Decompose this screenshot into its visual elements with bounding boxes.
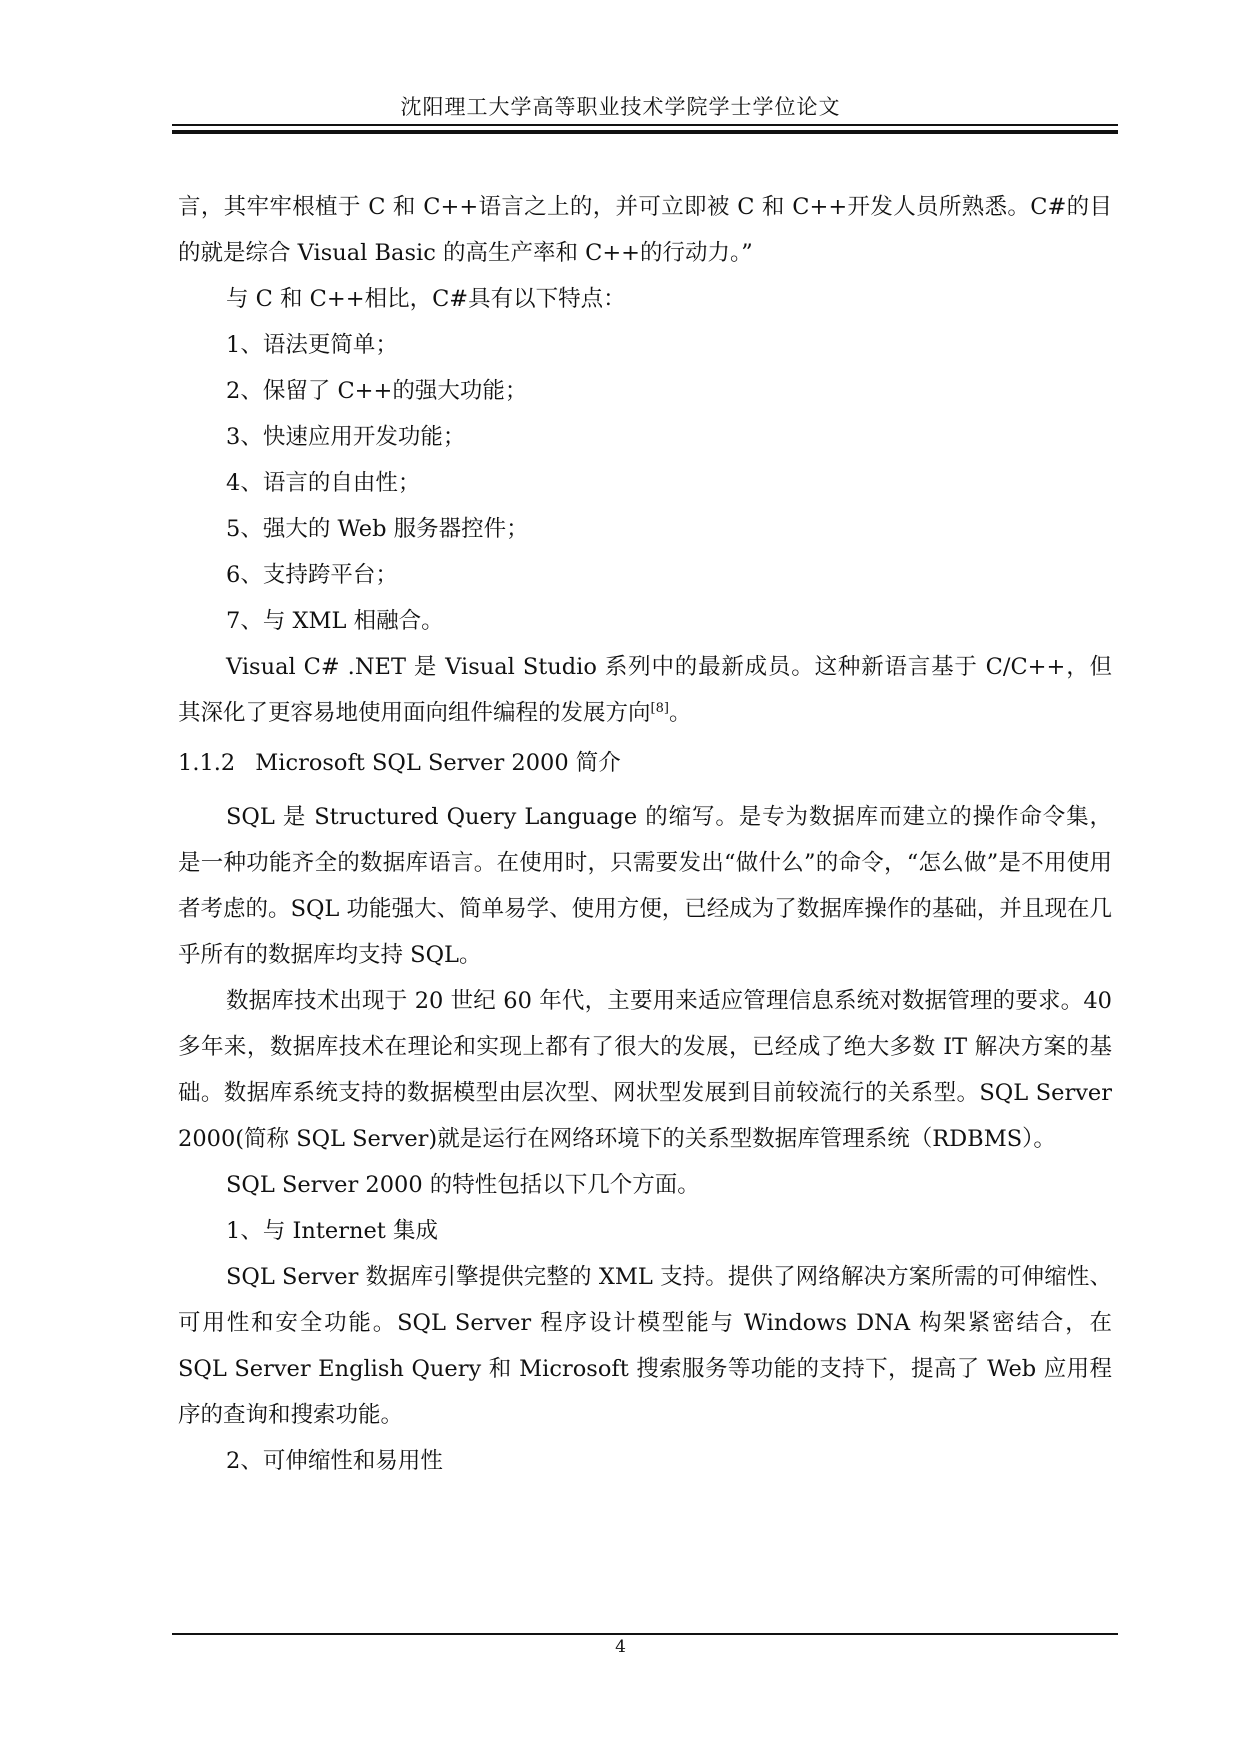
paragraph-database-history: 数据库技术出现于 20 世纪 60 年代，主要用来适应管理信息系统对数据管理的要求。40 多年来，数据库技术在理论和实现上都有了很大的发展，已经成了绝大多数 IT 解决方案的基础。数据库系统支持的数据模型由层次型、网状型发展到目前较流行的关系型。SQL Server 2000(简称 SQL Server)就是运行在网络环境下的关系型数据库管理系统（RDBMS）。 — [178, 988, 1112, 1152]
feature-heading-internet: 1、与 Internet 集成 — [226, 1218, 438, 1244]
header-rule-thick — [172, 130, 1118, 134]
section-title: Microsoft SQL Server 2000 简介 — [255, 750, 621, 776]
feature-item: 3、快速应用开发功能； — [226, 424, 466, 450]
paragraph-sql-server-features-lead: SQL Server 2000 的特性包括以下几个方面。 — [226, 1172, 700, 1198]
section-number: 1.1.2 — [178, 750, 236, 776]
paragraph-visual-csharp-end: 。 — [668, 700, 692, 726]
paragraph-visual-csharp-text: Visual C# .NET 是 Visual Studio 系列中的最新成员。这种新语言基于 C/C++，但其深化了更容易地使用面向组件编程的发展方向 — [178, 654, 1112, 726]
feature-item: 7、与 XML 相融合。 — [226, 608, 444, 634]
feature-item: 2、保留了 C++的强大功能； — [226, 378, 528, 404]
page-number: 4 — [615, 1637, 626, 1657]
section-heading — [178, 740, 1112, 786]
feature-item: 4、语言的自由性； — [226, 470, 421, 496]
paragraph-csharp-intro-end: 言，其牢牢根植于 C 和 C++语言之上的，并可立即被 C 和 C++开发人员所熟悉。C#的目的就是综合 Visual Basic 的高生产率和 C++的行动力。” — [178, 194, 1112, 266]
paragraph-sql-definition: SQL 是 Structured Query Language 的缩写。是专为数据库而建立的操作命令集，是一种功能齐全的数据库语言。在使用时，只需要发出“做什么”的命令，“怎么做”是不用使用者考虑的。SQL 功能强大、简单易学、使用方便，已经成为了数据库操作的基础，并且现在几乎所有的数据库均支持 SQL。 — [178, 804, 1112, 968]
page-header-title: 沈阳理工大学高等职业技术学院学士学位论文 — [400, 95, 841, 119]
feature-item: 6、支持跨平台； — [226, 562, 398, 588]
feature-item: 1、语法更简单； — [226, 332, 398, 358]
paragraph-csharp-features-lead: 与 C 和 C++相比，C#具有以下特点： — [226, 286, 626, 312]
header-rule-thin — [172, 124, 1118, 126]
feature-heading-scalability: 2、可伸缩性和易用性 — [226, 1448, 443, 1474]
paragraph-xml-support: SQL Server 数据库引擎提供完整的 XML 支持。提供了网络解决方案所需的可伸缩性、可用性和安全功能。SQL Server 程序设计模型能与 Windows DNA 构架紧密结合，在 SQL Server English Query 和 Microsoft 搜索服务等功能的支持下，提高了 Web 应用程序的查询和搜索功能。 — [178, 1264, 1112, 1428]
footer-rule — [172, 1633, 1118, 1635]
page-body — [178, 184, 1112, 1484]
paragraph-visual-csharp — [178, 644, 1112, 736]
feature-item: 5、强大的 Web 服务器控件； — [226, 516, 529, 542]
citation-ref: [8] — [650, 701, 669, 716]
